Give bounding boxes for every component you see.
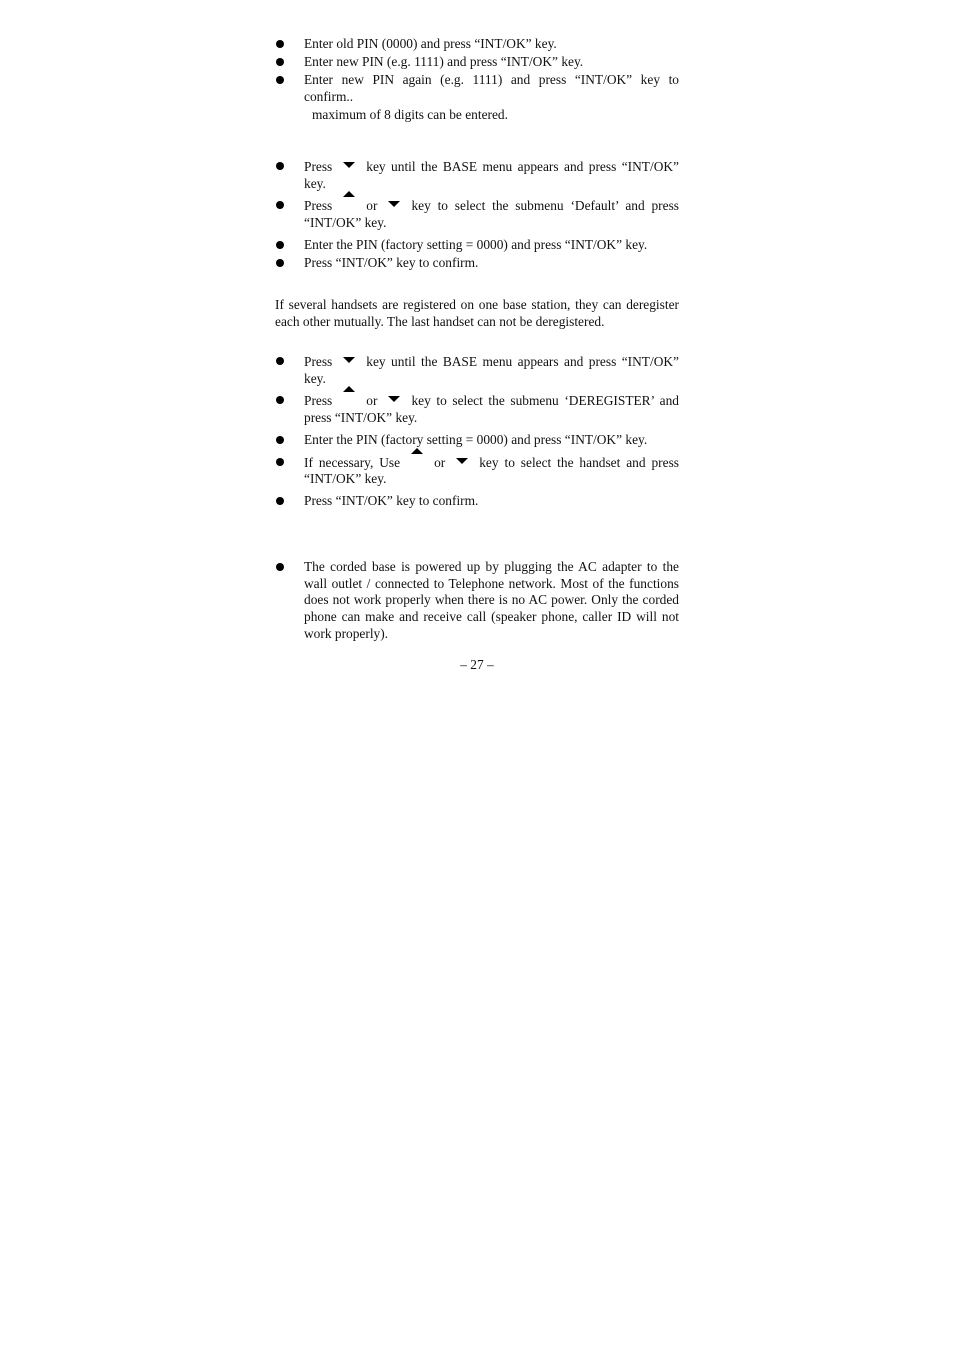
list-item: Press “INT/OK” key to confirm. <box>275 493 679 510</box>
list-item <box>275 392 679 426</box>
step-text: or <box>366 198 378 214</box>
list-item: Enter new PIN (e.g. 1111) and press “INT/OK” key. <box>275 54 679 71</box>
pin-change-steps <box>275 36 679 107</box>
deregister-steps <box>275 353 679 511</box>
pin-length-note: maximum of 8 digits can be entered. <box>312 107 508 122</box>
down-arrow-icon <box>336 353 362 367</box>
list-item <box>275 353 679 387</box>
deregister-intro: If several handsets are registered on one base station, they can deregister each other mutually. The last handset can not be deregistered. <box>275 297 679 329</box>
down-arrow-icon <box>449 454 475 468</box>
default-steps <box>275 158 679 273</box>
up-arrow-icon <box>404 454 430 468</box>
list-item <box>275 158 679 192</box>
list-item <box>275 454 679 488</box>
page-number: – 27 – <box>460 657 494 672</box>
step-text: key until the BASE menu appears and press “INT/OK” key. <box>304 159 679 191</box>
step-text: key to select the handset and press “INT/OK” key. <box>304 454 679 487</box>
up-arrow-icon <box>336 392 362 406</box>
step-text: key to select the submenu ‘Default’ and press “INT/OK” key. <box>304 198 679 231</box>
list-item: Press “INT/OK” key to confirm. <box>275 255 679 272</box>
step-text: key until the BASE menu appears and press “INT/OK” key. <box>304 354 679 386</box>
list-item: The corded base is powered up by plugging the AC adapter to the wall outlet / connected to Telephone network. Most of the functions does not work properly when there is no AC power. Only the corded phone can make and receive call (speaker phone, caller ID will not work properly). <box>275 559 679 643</box>
list-item: Enter new PIN again (e.g. 1111) and press “INT/OK” key to confirm.. <box>275 72 679 105</box>
step-text: Press <box>304 198 333 214</box>
step-text: If necessary, Use <box>304 454 401 470</box>
down-arrow-icon <box>381 197 407 211</box>
step-text: or <box>366 393 378 409</box>
step-text: key to select the submenu ‘DEREGISTER’ and press “INT/OK” key. <box>304 393 679 426</box>
down-arrow-icon <box>381 392 407 406</box>
step-text: or <box>434 454 446 470</box>
step-text: Press <box>304 393 333 409</box>
step-text: Press <box>304 354 333 369</box>
list-item: Enter the PIN (factory setting = 0000) and press “INT/OK” key. <box>275 432 679 449</box>
up-arrow-icon <box>336 197 362 211</box>
down-arrow-icon <box>336 158 362 172</box>
list-item: Enter old PIN (0000) and press “INT/OK” key. <box>275 36 679 53</box>
power-notes <box>275 559 679 644</box>
list-item <box>275 197 679 231</box>
list-item: Enter the PIN (factory setting = 0000) and press “INT/OK” key. <box>275 237 679 254</box>
step-text: Press <box>304 159 333 174</box>
